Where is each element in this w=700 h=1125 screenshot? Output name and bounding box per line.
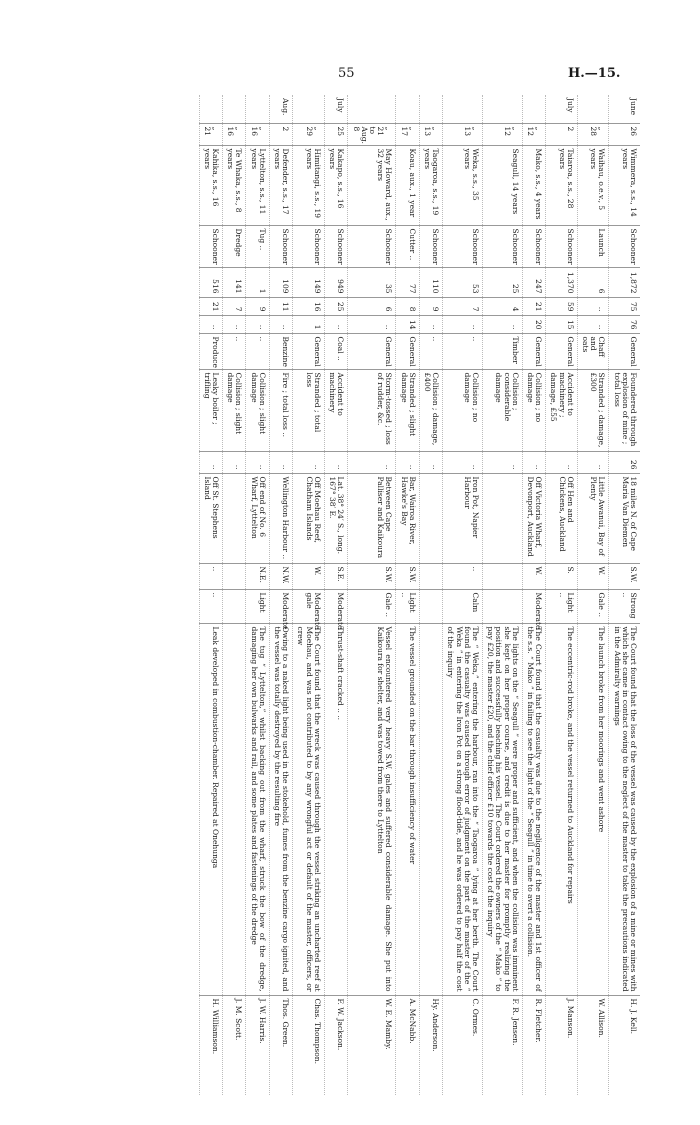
cell-officer: Chas. Thompson. [312,998,322,1064]
cell-nature: Accident to machinery ; damage, £55 [546,369,578,451]
cell-nature: Collision ; no damage [522,369,545,451]
cell-month [443,95,483,123]
cell-lives: .. [293,451,325,473]
cell-wdir: S.W. [396,563,419,589]
cell-finding [419,623,442,995]
cell-lives: .. [546,451,578,473]
cell-wforce: Moderate gale [293,589,325,623]
cell-wforce: Gale .. [577,589,609,623]
table-row [293,95,325,1095]
table-row [246,95,269,1095]
cell-rig: Dredge [223,225,246,267]
cell-rig: Schooner [522,225,545,267]
cell-finding: Thrust-shaft cracked .. .. [324,623,347,995]
cell-pass: 76 [609,315,640,333]
cell-cargo: Produce [199,333,222,369]
cell-crew: 11 [269,297,292,315]
cell-vessel: Te Whaka, s.s., 8 years [223,145,246,225]
cell-wdir: S.W. [348,563,396,589]
cell-tons: 149 [293,267,325,297]
cell-pass: .. [482,315,522,333]
cell-pass: .. [419,315,442,333]
cell-place: Bar, Wairoa River, Hawke's Bay [396,473,419,563]
cell-month [199,95,222,123]
cell-day: „ 28 [577,123,609,145]
cell-tons: 516 [199,267,222,297]
cell-nature: Accident to machinery [324,369,347,451]
cell-rig: Schooner [324,225,347,267]
cell-tons: 247 [522,267,545,297]
cell-cargo: .. [223,333,246,369]
cell-wdir: .. [443,563,483,589]
cell-finding: Owing to a naked light being used in the stokehold, fumes from the benzine cargo ignited, and the vessel was totally destroyed by the resulting fire [269,623,292,995]
cell-cargo: General [546,333,578,369]
cell-place: Off St. Stephens Island [199,473,222,563]
cell-vessel: Koau, aux., 1 year [396,145,419,225]
cell-day: 26 [609,123,640,145]
table-row [482,95,522,1095]
cell-rig: Schooner [482,225,522,267]
cell-tons: 949 [324,267,347,297]
cell-wdir [223,563,246,589]
cell-day: „ 16 [246,123,269,145]
page-number: 55 [338,66,355,81]
cell-crew: 8 [396,297,419,315]
casualty-table [199,95,640,1095]
table-row [396,95,419,1095]
cell-finding: The tug “ Lyttelton,” whilst backing out from the wharf, struck the bow of the dredge, damaging her own bulwarks and rail, and some plates and fastenings of the dredge [246,623,269,995]
cell-wforce: Moderate [324,589,347,623]
cell-tons: 35 [348,267,396,297]
cell-month [293,95,325,123]
cell-crew: 25 [324,297,347,315]
cell-lives: .. [396,451,419,473]
cell-wforce: Gale .. [348,589,396,623]
cell-crew: 16 [293,297,325,315]
cell-crew: .. [577,297,609,315]
table-row [577,95,609,1095]
cell-wforce: Moderate [522,589,545,623]
cell-vessel: Taiaroa, s.s., 28 years [546,145,578,225]
cell-pass: 1 [293,315,325,333]
cell-cargo: General [293,333,325,369]
document-code: H.—15. [568,66,621,81]
cell-cargo: General [522,333,545,369]
cell-rig: Schooner [199,225,222,267]
cell-nature: Collision ; damage, £400 [419,369,442,451]
cell-officer: W. Allison. [597,998,607,1038]
cell-day: 25 [324,123,347,145]
cell-wdir: W. [293,563,325,589]
cell-crew: 9 [246,297,269,315]
table-row [419,95,442,1095]
cell-month [396,95,419,123]
cell-nature: Foundered through explosion of mine ; total loss [609,369,640,451]
cell-place: Iron Pot, Napier Harbour [443,473,483,563]
cell-finding: The lights on the “ Seagull ” were proper and sufficient, and when the collision was imminent she kept on her proper course, and credit is due to her master for promptly realizing the position and successfully beaching his vessel. The Court ordered the owners of the “ Mako ” to pay £20, the master £20, and the chief officer £10 towards the cost of the inquiry [482,623,522,995]
cell-tons: 110 [419,267,442,297]
cell-wdir: W. [522,563,545,589]
cell-rig: Schooner [443,225,483,267]
cell-finding: The Court found that the casualty was due to the negligence of the master and 1st officer of the s.s. “ Mako ” in failing to see the light of the “ Seagull ” in time to avert a collision. [522,623,545,995]
cell-wdir: .. [199,563,222,589]
cell-crew: 7 [223,297,246,315]
cell-officer: J. W. Harris. [257,998,267,1044]
cell-finding: The Court found that the loss of the vessel was caused by the explosion of a mine or mines with which she came in contact owing to the neglect of the master to take the precautions indicated in the Admiralty warnings [609,623,640,995]
cell-nature: Storm-tossed ; loss of rudder, &c. [348,369,396,451]
cell-nature: Collision ; considerable damage [482,369,522,451]
cell-pass: .. [199,315,222,333]
cell-wforce: Strong .. [609,589,640,623]
cell-pass: .. [577,315,609,333]
cell-tons: 1,370 [546,267,578,297]
cell-lives: 26 [609,451,640,473]
cell-nature: Stranded ; damage, £300 [577,369,609,451]
cell-crew: 59 [546,297,578,315]
cell-officer: Thos. Green. [281,998,291,1048]
cell-place: Off Moehau Reef, Chatham Islands [293,473,325,563]
cell-wdir: N.W. [269,563,292,589]
cell-nature: Collision ; slight damage [246,369,269,451]
cell-place: 18 miles N. of Cape Maria Van Diemen [609,473,640,563]
cell-month [223,95,246,123]
cell-wforce: Light .. [396,589,419,623]
cell-lives: .. [443,451,483,473]
cell-officer: C. Ormes. [470,998,480,1037]
cell-cargo: Timber [482,333,522,369]
cell-day: „ 29 [293,123,325,145]
cell-place [482,473,522,563]
cell-tons: 1 [246,267,269,297]
cell-cargo: .. [246,333,269,369]
cell-day: „ 21 [199,123,222,145]
cell-crew: 75 [609,297,640,315]
cell-place: Between Cape Palliser and Kaikoura [348,473,396,563]
cell-vessel: May Howard, aux., 32 years [348,145,396,225]
cell-pass: .. [223,315,246,333]
cell-nature: Collision ; no damage [443,369,483,451]
cell-wdir: W. [577,563,609,589]
cell-tons: 141 [223,267,246,297]
cell-pass: .. [348,315,396,333]
cell-month [482,95,522,123]
cell-lives: .. [482,451,522,473]
cell-finding: Leak developed in combustion-chamber. Repaired at Onehunga [199,623,222,995]
cell-rig: Schooner [269,225,292,267]
cell-cargo: .. [419,333,442,369]
cell-place: Lat. 38° 24′ S., long. 167° 38′ E. [324,473,347,563]
cell-tons: 6 [577,267,609,297]
cell-place: Wellington Harbour .. [269,473,292,563]
cell-vessel: Defender, s.s., 17 years [269,145,292,225]
cell-nature: Leaky boiler ; trifling [199,369,222,451]
table-row [348,95,396,1095]
cell-place: Off Hen and Chickens, Auckland [546,473,578,563]
table-row [546,95,578,1095]
cell-month [522,95,545,123]
cell-cargo: General [609,333,640,369]
cell-finding: The Court found that the wreck was caused through the vessel striking an uncharted reef at Moehau, and was not contributed to by any wrongful act or default of the master, officers, or crew [293,623,325,995]
cell-officer: W. E. Mamby. [384,998,394,1050]
cell-wdir: N.E. [246,563,269,589]
cell-nature: Stranded ; slight damage [396,369,419,451]
cell-finding [223,623,246,995]
table-row [324,95,347,1095]
cell-crew: 4 [482,297,522,315]
cell-finding: The eccentric-rod broke, and the vessel returned to Auckland for repairs [546,623,578,995]
table-row [223,95,246,1095]
table-row [269,95,292,1095]
cell-rig: Schooner [419,225,442,267]
cell-place [223,473,246,563]
cell-rig: Schooner [348,225,396,267]
cell-crew: 7 [443,297,483,315]
cell-tons: 109 [269,267,292,297]
cell-officer: H. J. Kell. [629,998,638,1035]
cell-month: Aug. [269,95,292,123]
cell-pass: 14 [396,315,419,333]
cell-day: 2 [546,123,578,145]
cell-lives: .. [324,451,347,473]
cell-cargo: Coal .. [324,333,347,369]
cell-place: Off end of No. 6 Wharf, Lyttelton [246,473,269,563]
cell-lives: .. [223,451,246,473]
cell-day: „ 13 [419,123,442,145]
cell-pass: .. [269,315,292,333]
cell-cargo: General [396,333,419,369]
cell-lives: .. [577,451,609,473]
cell-wforce [419,589,442,623]
cell-nature: Collision ; slight damage [223,369,246,451]
cell-officer: J. M. Scott. [234,998,244,1041]
cell-place: Off Victoria Wharf, Devonport, Auckland [522,473,545,563]
cell-pass: 15 [546,315,578,333]
cell-vessel: Kahika, s.s., 16 years [199,145,222,225]
cell-wforce: Light [246,589,269,623]
cell-officer: F. W. Jackson. [336,998,346,1051]
cell-lives: .. [199,451,222,473]
cell-lives: .. [269,451,292,473]
cell-wdir [419,563,442,589]
cell-finding: The launch broke from her moorings and went ashore [577,623,609,995]
cell-lives: .. [246,451,269,473]
cell-cargo: Benzine [269,333,292,369]
cell-crew: 21 [199,297,222,315]
table-row [522,95,545,1095]
cell-place: Little Awanui, Bay of Plenty [577,473,609,563]
cell-rig: Schooner [293,225,325,267]
cell-nature: Stranded ; total loss [293,369,325,451]
cell-day: „ 21 to Aug. 8 [348,123,396,145]
cell-wforce: Light .. [546,589,578,623]
cell-day: „ 13 [443,123,483,145]
cell-day: „ 12 [482,123,522,145]
cell-day: „ 12 [522,123,545,145]
cell-officer: F. R. Jensen. [510,998,520,1046]
cell-vessel: Mako, s.s., 4 years [522,145,545,225]
cell-pass: 20 [522,315,545,333]
cell-vessel: Wimmera, s.s., 14 years [609,145,640,225]
table-row [199,95,222,1095]
cell-tons: 53 [443,267,483,297]
cell-officer: H. Williamson. [211,998,221,1055]
cell-month: July [324,95,347,123]
cell-month [246,95,269,123]
cell-vessel: Himitangi, s.s., 19 years [293,145,325,225]
cell-vessel: Waihau, o.e.v., 5 years [577,145,609,225]
rotated-table-region [50,95,640,1095]
cell-officer: R. Fletcher. [534,998,544,1043]
cell-wdir: S.E. [324,563,347,589]
table-row [443,95,483,1095]
cell-crew: 6 [348,297,396,315]
cell-nature: Fire ; total loss .. [269,369,292,451]
cell-crew: 9 [419,297,442,315]
cell-finding: The vessel grounded on the bar through insufficiency of water [396,623,419,995]
cell-month [577,95,609,123]
cell-rig: Launch [577,225,609,267]
cell-officer: A. McNabb. [407,998,417,1044]
cell-month [348,95,396,123]
cell-lives: .. [419,451,442,473]
cell-wforce: Moderate [269,589,292,623]
cell-finding: Vessel encountered very heavy S.W. gales and suffered considerable damage. She put into Kaikoura for shelter, and was towed from there to Lyttelton [348,623,396,995]
cell-lives: .. [522,451,545,473]
cell-wdir [482,563,522,589]
cell-vessel: Taogaroa, s.s., 19 years [419,145,442,225]
cell-day: „ 16 [223,123,246,145]
cell-day: „ 17 [396,123,419,145]
cell-wforce: Calm [443,589,483,623]
cell-vessel: Kakapo, s.s., 16 years [324,145,347,225]
cell-month [419,95,442,123]
cell-vessel: Seagull, 14 years [482,145,522,225]
cell-finding: The “ Weka,” entering the harbour, ran into the “ Taogaroa ” lying at her berth. The Court found the casualty was caused through error of judgment on the part of the master of the “ Weka ” in entering the Iron Pot on a strong flood-tide, and he was ordered to pay half the cost of the inquiry [443,623,483,995]
cell-pass: .. [324,315,347,333]
cell-officer: J. Manson. [565,998,575,1039]
cell-vessel: Weka, s.s., 35 years [443,145,483,225]
table-row [609,95,640,1095]
cell-vessel: Lyttelton, s.s., 11 years [246,145,269,225]
cell-officer: Hy. Anderson. [431,998,441,1052]
cell-tons: 1,872 [609,267,640,297]
cell-wforce [223,589,246,623]
cell-wdir: S. [546,563,578,589]
cell-cargo: Chaff and oats [577,333,609,369]
cell-wdir: S.W. [609,563,640,589]
cell-wforce: .. [199,589,222,623]
cell-rig: Tug .. [246,225,269,267]
cell-place [419,473,442,563]
cell-tons: 25 [482,267,522,297]
cell-tons: 77 [396,267,419,297]
cell-cargo: General [348,333,396,369]
cell-lives: .. [348,451,396,473]
cell-cargo: .. [443,333,483,369]
cell-rig: Schooner [609,225,640,267]
cell-pass: .. [443,315,483,333]
cell-rig: Schooner [546,225,578,267]
cell-month: June [609,95,640,123]
cell-pass: .. [246,315,269,333]
cell-day: 2 [269,123,292,145]
cell-wforce [482,589,522,623]
cell-month: July [546,95,578,123]
cell-crew: 21 [522,297,545,315]
cell-rig: Cutter .. [396,225,419,267]
casualty-rows [199,95,640,1095]
